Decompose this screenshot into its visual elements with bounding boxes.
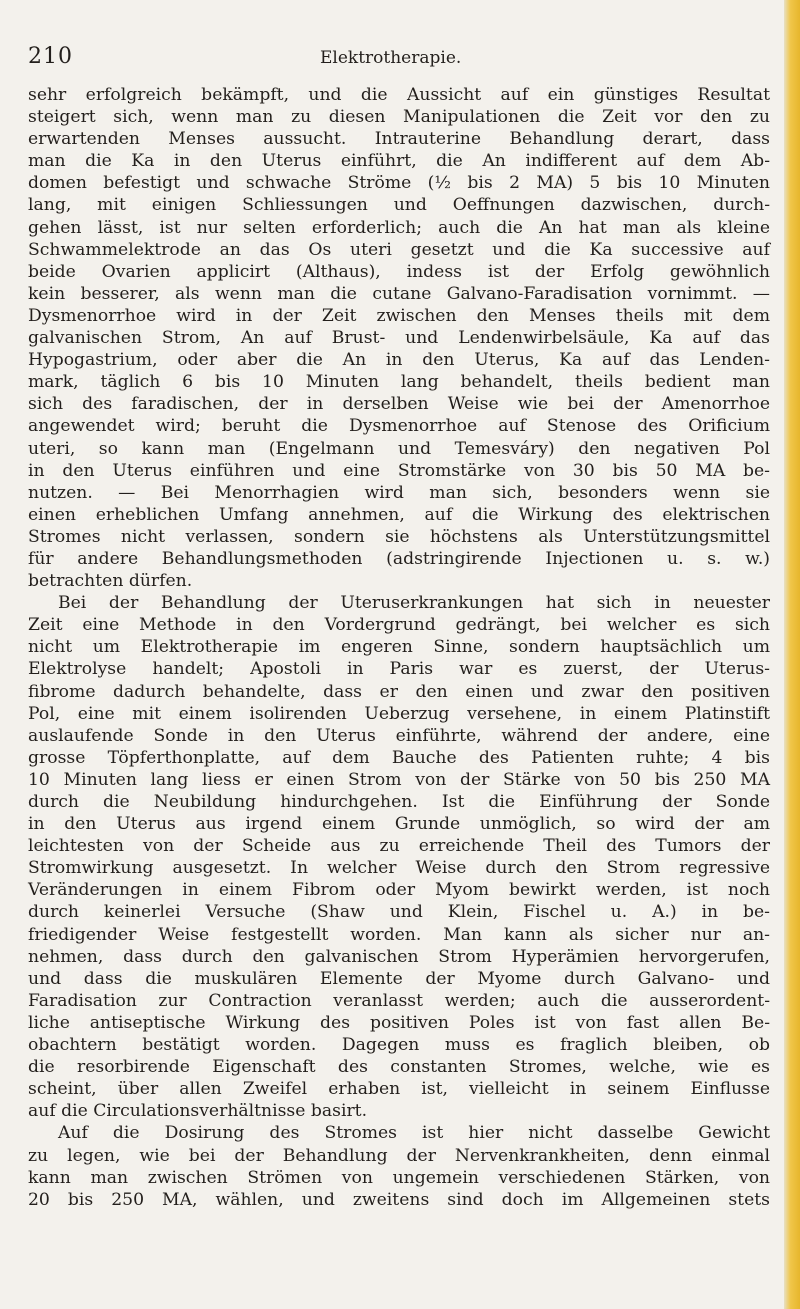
text-line: Veränderungen in einem Fibrom oder Myom bewirkt werden, ist noch [28,880,770,901]
text-line: galvanischen Strom, An auf Brust- und Lendenwirbelsäule, Ka auf das [28,328,770,349]
text-line: und dass die muskulären Elemente der Myome durch Galvano- und [28,968,770,989]
text-line: Auf die Dosirung des Stromes ist hier nicht dasselbe Gewicht [58,1123,770,1144]
text-line: Bei der Behandlung der Uteruserkrankungen hat sich in neuester [58,593,770,614]
text-line: beide Ovarien applicirt (Althaus), indess ist der Erfolg gewöhnlich [28,261,770,282]
page-edge [784,0,800,1309]
text-line: Stromes nicht verlassen, sondern sie höchstens als Unterstützungsmittel [28,526,770,547]
text-line: Elektrolyse handelt; Apostoli in Paris war es zuerst, der Uterus- [28,659,770,680]
text-line: scheint, über allen Zweifel erhaben ist, vielleicht in seinem Einflusse [28,1079,770,1100]
text-line: obachtern bestätigt worden. Dagegen muss es fraglich bleiben, ob [28,1035,770,1056]
text-line: sehr erfolgreich bekämpft, und die Aussicht auf ein günstiges Resultat [28,85,770,105]
text-line: auf die Circulationsverhältnisse basirt. [28,1101,368,1122]
text-line: für andere Behandlungsmethoden (adstringirende Injectionen u. s. w.) [28,548,770,569]
text-line: friedigender Weise festgestellt worden. Man kann als sicher nur an- [28,924,770,945]
text-line: liche antiseptische Wirkung des positiven Poles ist von fast allen Be- [28,1012,770,1033]
body-text [28,84,770,1211]
text-line: nicht um Elektrotherapie im engeren Sinne, sondern hauptsächlich um [28,637,770,658]
text-line: man die Ka in den Uterus einführt, die An indifferent auf dem Ab- [28,151,770,172]
text-line: betrachten dürfen. [28,571,193,592]
text-line: kein besserer, als wenn man die cutane Galvano-Faradisation vornimmt. — [28,283,770,304]
text-line: kann man zwischen Strömen von ungemein verschiedenen Stärken, von [28,1167,770,1188]
text-line: gehen lässt, ist nur selten erforderlich; auch die An hat man als kleine [28,217,770,238]
text-line: Schwammelektrode an das Os uteri gesetzt und die Ka successive auf [28,239,770,260]
text-line: Faradisation zur Contraction veranlasst werden; auch die ausserordent- [28,990,770,1011]
text-line: in den Uterus aus irgend einem Grunde unmöglich, so wird der am [28,814,770,835]
text-line: auslaufende Sonde in den Uterus einführte, während der andere, eine [28,725,770,746]
text-line: durch die Neubildung hindurchgehen. Ist die Einführung der Sonde [28,792,770,812]
running-title: Elektrotherapie. [320,48,462,68]
page-header [28,44,768,78]
text-line: zu legen, wie bei der Behandlung der Nervenkrankheiten, denn einmal [28,1145,770,1166]
text-line: leichtesten von der Scheide aus zu erreichende Theil des Tumors der [28,836,770,857]
page-number: 210 [28,44,73,69]
text-line: angewendet wird; beruht die Dysmenorrhoe auf Stenose des Orificium [28,416,770,437]
text-line: Dysmenorrhoe wird in der Zeit zwischen den Menses theils mit dem [28,305,770,326]
text-line: nehmen, dass durch den galvanischen Strom Hyperämien hervorgerufen, [28,946,770,967]
text-line: Stromwirkung ausgesetzt. In welcher Weise durch den Strom regressive [28,858,770,879]
text-line: durch keinerlei Versuche (Shaw und Klein, Fischel u. A.) in be- [28,902,770,923]
text-line: sich des faradischen, der in derselben Weise wie bei der Amenorrhoe [28,394,770,415]
text-line: Hypogastrium, oder aber die An in den Uterus, Ka auf das Lenden- [28,350,770,371]
text-line: einen erheblichen Umfang annehmen, auf die Wirkung des elektrischen [28,504,770,525]
text-line: fibrome dadurch behandelte, dass er den einen und zwar den positiven [28,681,770,702]
text-line: die resorbirende Eigenschaft des constanten Stromes, welche, wie es [28,1057,770,1078]
text-line: uteri, so kann man (Engelmann und Temesváry) den negativen Pol [28,438,770,459]
text-line: nutzen. — Bei Menorrhagien wird man sich, besonders wenn sie [28,482,770,503]
text-line: Pol, eine mit einem isolirenden Ueberzug versehene, in einem Platinstift [28,703,770,724]
text-line: 10 Minuten lang liess er einen Strom von der Stärke von 50 bis 250 MA [28,769,770,790]
text-line: steigert sich, wenn man zu diesen Manipulationen die Zeit vor den zu [28,107,770,128]
text-line: 20 bis 250 MA, wählen, und zweitens sind doch im Allgemeinen stets [28,1189,770,1210]
text-line: Zeit eine Methode in den Vordergrund gedrängt, bei welcher es sich [28,615,770,636]
text-line: grosse Töpferthonplatte, auf dem Bauche des Patienten ruhte; 4 bis [28,747,770,768]
text-line: domen befestigt und schwache Ströme (½ bis 2 MA) 5 bis 10 Minuten [28,173,770,194]
text-line: mark, täglich 6 bis 10 Minuten lang behandelt, theils bedient man [28,372,770,393]
text-line: in den Uterus einführen und eine Stromstärke von 30 bis 50 MA be- [28,460,770,481]
text-line: lang, mit einigen Schliessungen und Oeffnungen dazwischen, durch- [28,195,770,216]
text-line: erwartenden Menses aussucht. Intrauterine Behandlung derart, dass [28,129,770,150]
